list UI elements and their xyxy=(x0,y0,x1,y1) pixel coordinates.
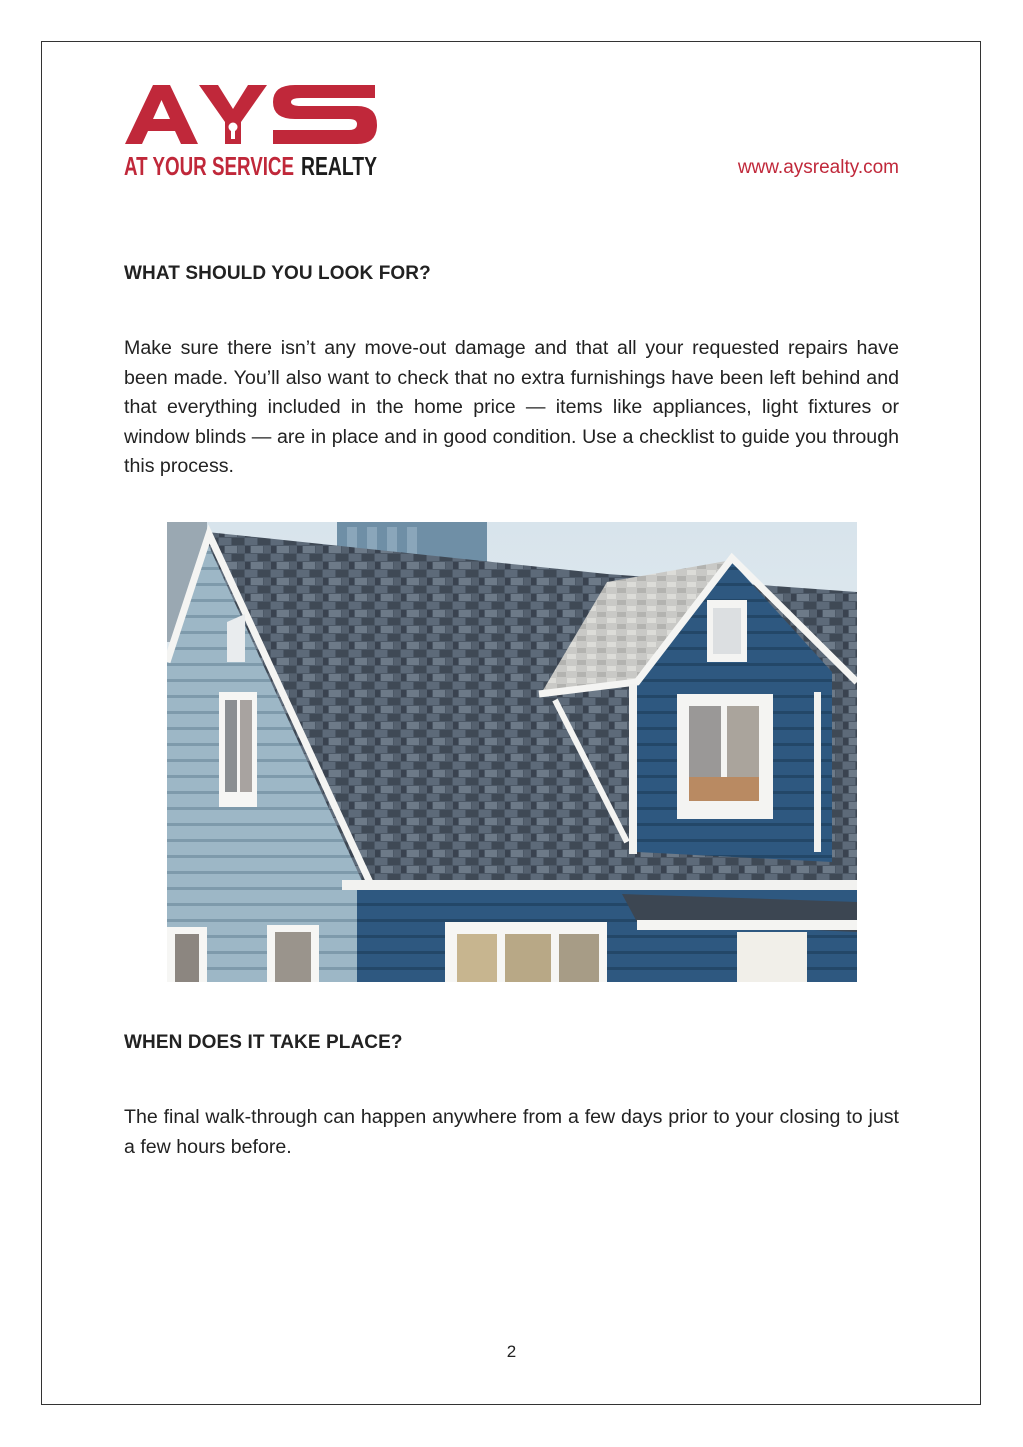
logo-tagline-dark: REALTY xyxy=(301,151,377,181)
section-heading-look-for: WHAT SHOULD YOU LOOK FOR? xyxy=(124,263,431,284)
section-body-when: The final walk-through can happen anywhere from a few days prior to your closing to just a few hours before. xyxy=(124,1106,899,1158)
house-roof-photo xyxy=(167,522,857,982)
website-link[interactable]: www.aysrealty.com xyxy=(737,157,899,178)
section-heading-when: WHEN DOES IT TAKE PLACE? xyxy=(124,1032,403,1053)
company-logo xyxy=(123,82,381,182)
section-body-look-for: Make sure there isn’t any move-out damage and that all your requested repairs have been made. You’ll also want to check that no extra furnishings have been left behind and that everything included in the home price — items like appliances, light fixtures or window blinds — are in place and in good condition. Use a checklist to guide you through this process. xyxy=(124,337,899,477)
page-number: 2 xyxy=(506,1342,517,1361)
logo-tagline-red: AT YOUR SERVICE xyxy=(124,151,294,181)
